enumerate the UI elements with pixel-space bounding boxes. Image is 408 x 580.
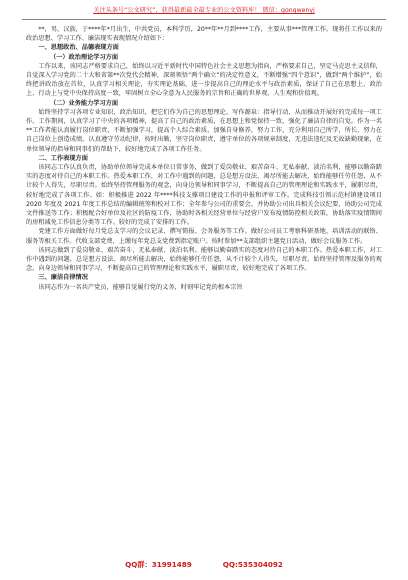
body-paragraph: 始终坚持学习各项专业知识、政治知识，把它们作为自己的思想理论、写作源泉：指导行动、从而推动开展好的完成每一项工作。工作期间，认真学习了中央的各项精神，提高了自己的政治素质，在思想上和党保持一致，强化了廉洁自律的自觉。作为一名**工作者能认真履行岗位职责，不断加强学习，提高个人综合素质，加强自身修养，努力工作，充分利用自己所学，所长，努力在自己岗位上创造成绩。认真遵守劳动纪律，按时出勤，坚守岗位职责，遵守单位的各项规章制度，无违法违纪及无故缺勤现象，在单位领导的指导和同事们的帮助下，较好地完成了各项工作任务。	[26, 108, 382, 153]
section-heading: 三、廉洁自律情况	[38, 274, 88, 282]
document-body	[26, 25, 382, 550]
subsection-heading: （二）业务能力学习方面	[50, 99, 119, 107]
footer-qq-group: QQ群：31991489	[125, 560, 192, 569]
footer-contact	[0, 560, 408, 570]
header-divider	[22, 19, 386, 20]
body-paragraph: 该同志做到了爱岗敬业、艰苦奋斗、无私奉献、淡泊名利。能够以勤奋踏实的态度对待自己的本职工作。热爱本职工作，对工作中遇到的问题，总是想方设法、竭尽所能去解决，始终能够任劳任怨，从不计较个人得失，尽职尽责。始终坚持管理及服务的观念，向身边领导和同事学习，不断提高自己的管理理论和实践水平，履职尽责，较好地完成了各项工作。	[26, 246, 382, 273]
subsection-heading: （一）政治理论学习方面	[50, 53, 119, 61]
body-paragraph: 该同志工作认真负责，协助单位领导完成本单位日常事务，做到了爱岗敬业、艰苦奋斗、无私奉献、淡泊名利，能够以勤奋踏实的态度对待自己的本职工作。热爱本职工作，对工作中遇到的问题，总是想方设法、竭尽所能去解决，始终能够任劳任怨，从不计较个人得失，尽职尽责。始终坚持管理服务的观念，向身边领导和同事学习，不断提高自己的管理理论和实践水平，履职尽责，较好地完成了各项工作。如：积极推进 2022 年****科技支撑项目建设工作的申报和评审工作。完成科技引领示范村镇建设项目 2020 年度及 2021 年度工作总结的编辑统筹和校对工作；全年参与公司的重要会，并协助公司出具相关会议纪要、协助公司完成文件推送等工作；积极配合好单位及社区的防疫工作，协助时各相关经营单位与经营户发布疫情防控相关政策，协助落实疫情期间的房租减免工作信息分类等工作。较好的完成了安排的工作。	[26, 164, 382, 227]
footer-qq: QQ:535304092	[222, 560, 283, 569]
section-heading: 一、思想政治、品德表现方面	[38, 44, 119, 52]
body-paragraph: **，男，汉族，于****年*月出生，中共党员，本科学历，20**年**月到****工作，主要从事***管理工作。现将任工作以来的政治思想、学习工作、廉洁现实表现情况介绍如下：	[26, 26, 382, 43]
top-banner[interactable]: 关注头条号“公文研究”，获得最新最全最专业的公文资料库！ 微信：gongwenyj	[93, 7, 315, 14]
body-paragraph: 党建工作方面做好每月党总支学习的会议记录、撰写简报、会务服务等工作。做好公司员工考察科研基地、培训活动的联络、服务等相关工作。代收支部党费，上缴每年党总支党费到指定账户。按时参加**支部组织主题党日活动，做好会议服务工作。	[26, 228, 382, 245]
section-heading: 二、工作表现方面	[38, 154, 88, 162]
body-paragraph: 工作以来，该同志严格要求自己，始终以习近平新时代中国特色社会主义思想为指向，严格要求自己，坚定马克思主义信仰，自觉深入学习党的二十大和省第**次党代会精神，深刻领悟“两个确立”的决定性意义，不断增强“四个意识”，做到“两个维护”，始终把讲政治放在首位，认真学习相关理论，夯实理论基础，进一步提高自己的理论水平与政治素质，保证了自己在思想上、政治上、行动上与党中央保持高度一致，牢固树立全心全意为人民服务的宗旨和正确的世界观、人生观和价值观。	[26, 62, 382, 98]
body-paragraph: 该同志作为一名共产党员，能够自觉履行党的义务，时刻牢记党的根本宗旨	[38, 283, 243, 291]
